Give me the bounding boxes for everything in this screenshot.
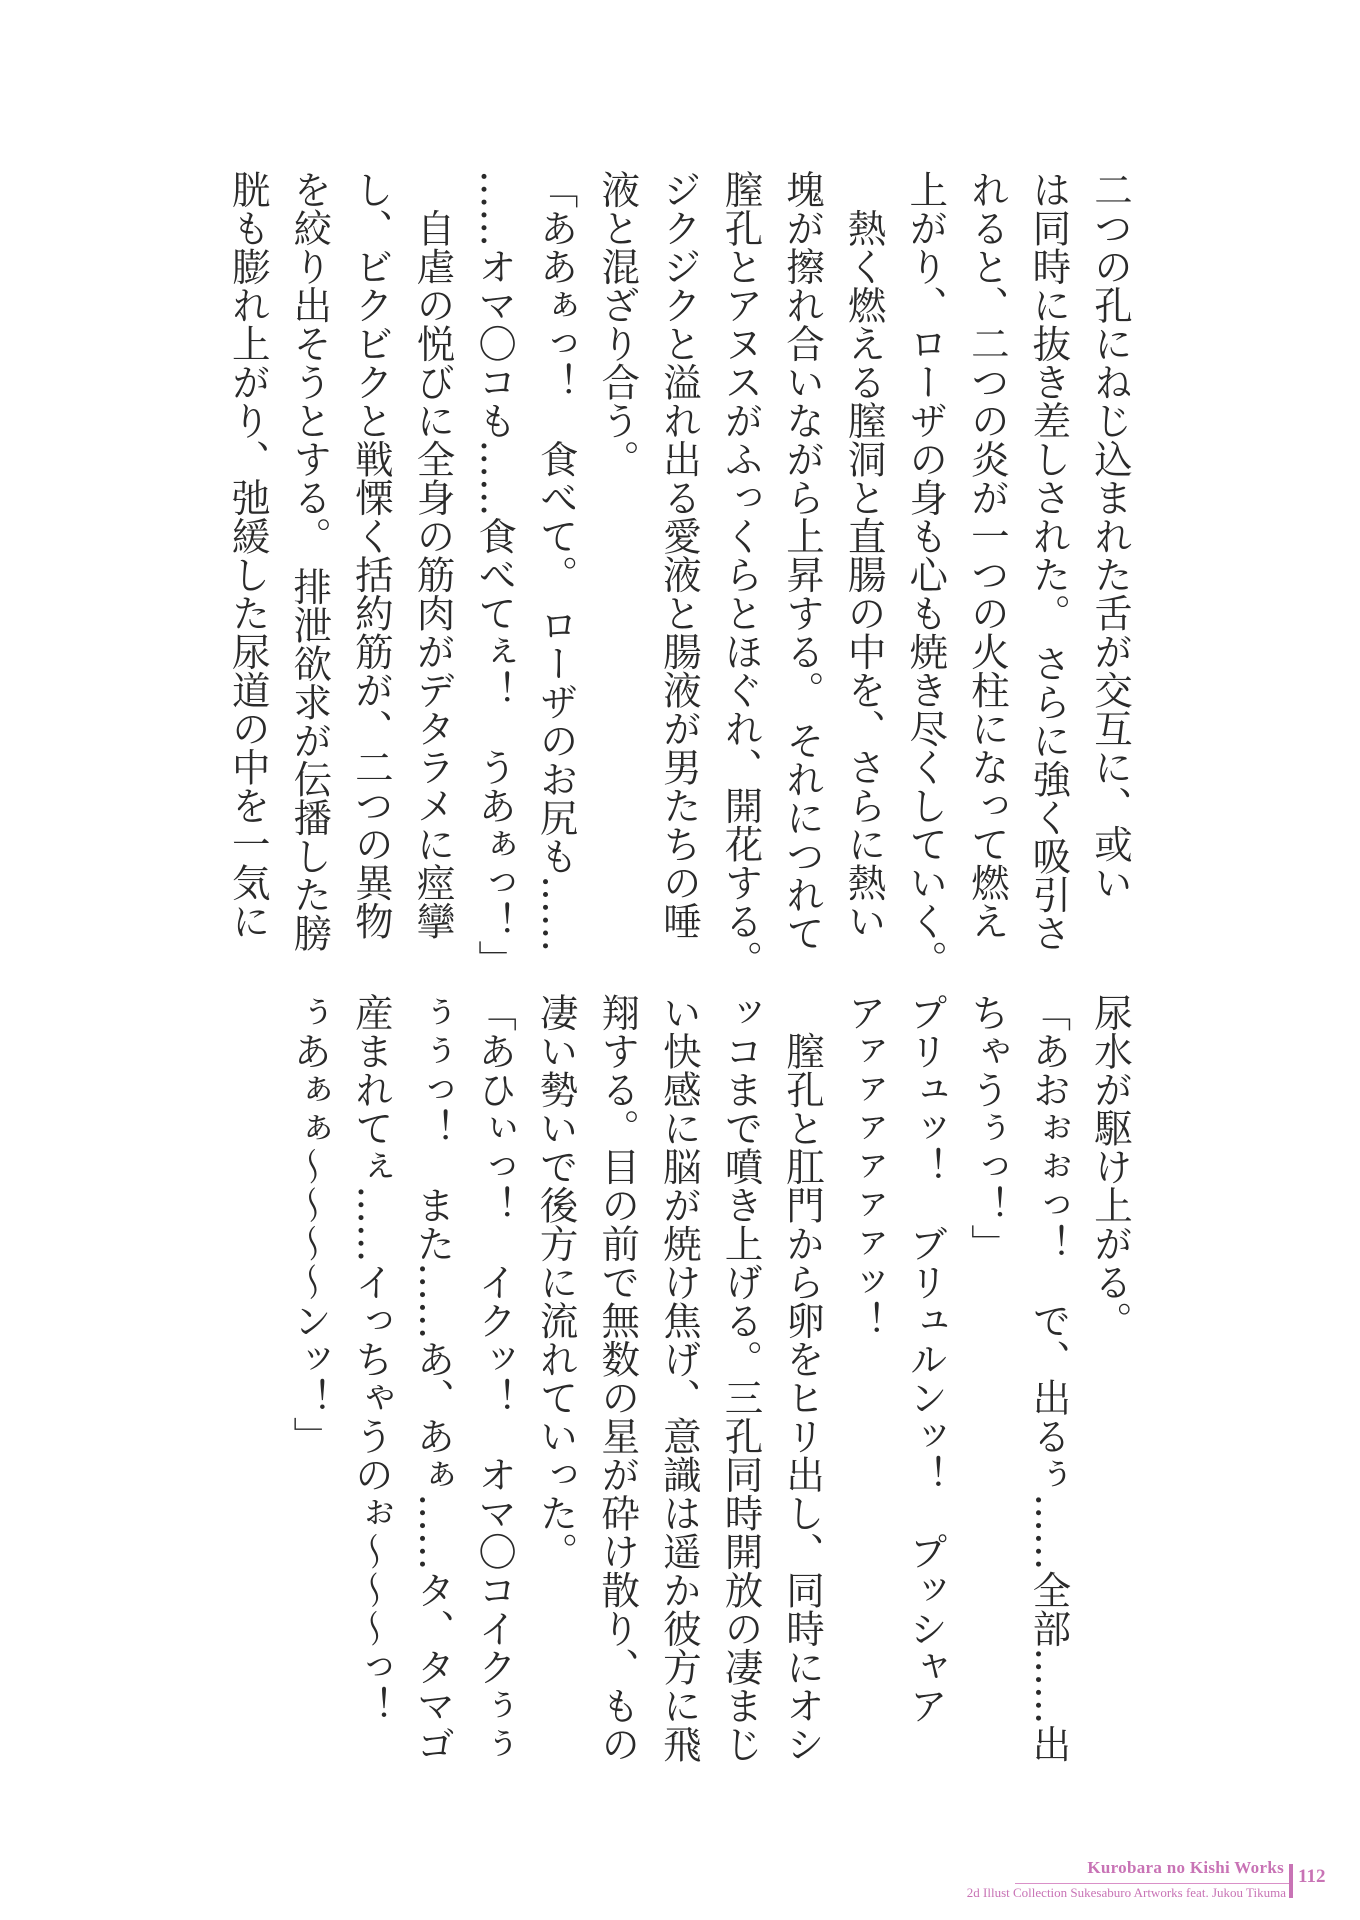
text-line: ぅぅっ！ また……あ、あぁ……タ、タマゴ <box>410 993 456 1763</box>
text-line: アァァァァァァッ！ <box>841 993 887 1340</box>
text-line: ちゃうぅっ！」 <box>964 993 1010 1263</box>
text-line: 「あひぃっ！ イクッ！ オマ〇コイクぅぅ <box>472 993 518 1763</box>
text-line: ジクジクと溢れ出る愛液と腸液が男たちの唾 <box>656 170 702 940</box>
text-line: プリュッ！ ブリュルンッ！ プッシャア <box>903 993 949 1725</box>
text-line: は同時に抜き差しされた。 さらに強く吸引さ <box>1026 170 1072 953</box>
text-line: 「ああぁっ！ 食べて。 ローザのお尻も…… <box>533 170 579 953</box>
text-line: 液と混ざり合う。 <box>595 170 641 478</box>
text-line: ……オマ〇コも……食べてぇ！ うあぁっ！」 <box>472 170 518 979</box>
text-line: 膣孔と肛門から卵をヒリ出し、同時にオシ <box>780 993 826 1763</box>
text-line: ッコまで噴き上げる。三孔同時開放の凄まじ <box>718 993 764 1763</box>
text-line: を絞り出そうとする。 排泄欲求が伝播した膀 <box>287 170 333 953</box>
text-line: 膣孔とアヌスがふっくらとほぐれ、開花する。 <box>718 170 764 979</box>
text-line: 熱く燃える膣洞と直腸の中を、さらに熱い <box>841 170 887 940</box>
text-line: 塊が擦れ合いながら上昇する。 それにつれて <box>780 170 826 953</box>
footer-subtitle: 2d Illust Collection Sukesaburo Artworks feat. Jukou Tikuma <box>966 1885 1286 1900</box>
text-line: 上がり、ローザの身も心も焼き尽くしていく。 <box>903 170 949 979</box>
text-line: ぅあぁぁ〜〜〜〜ンッ！」 <box>287 993 333 1455</box>
text-line: 胱も膨れ上がり、弛緩した尿道の中を一気に <box>225 170 271 940</box>
text-line: 凄い勢いで後方に流れていった。 <box>533 993 579 1571</box>
text-line: れると、二つの炎が一つの火柱になって燃え <box>964 170 1010 940</box>
text-line: い快感に脳が焼け焦げ、意識は遥か彼方に飛 <box>656 993 702 1763</box>
footer-book-title: Kurobara no Kishi Works <box>1087 1858 1284 1877</box>
text-line: し、ビクビクと戦慄く括約筋が、二つの異物 <box>348 170 394 940</box>
text-line: 産まれてぇ……イっちゃうのぉ〜〜〜っ！ <box>348 993 394 1725</box>
text-line: 「あおぉぉっ！ で、出るぅ……全部……出 <box>1026 993 1072 1763</box>
footer-separator-bar <box>1289 1864 1293 1898</box>
body-text-upper <box>217 170 1141 979</box>
page-number: 112 <box>1298 1866 1326 1887</box>
footer-divider <box>1015 1883 1290 1884</box>
text-line: 翔する。目の前で無数の星が砕け散り、もの <box>595 993 641 1763</box>
text-line: 尿水が駆け上がる。 <box>1088 993 1133 1340</box>
text-line: 自虐の悦びに全身の筋肉がデタラメに痙攣 <box>410 170 456 940</box>
text-line: 二つの孔にねじ込まれた舌が交互に、或い <box>1088 170 1133 902</box>
body-text-lower <box>279 993 1141 1763</box>
